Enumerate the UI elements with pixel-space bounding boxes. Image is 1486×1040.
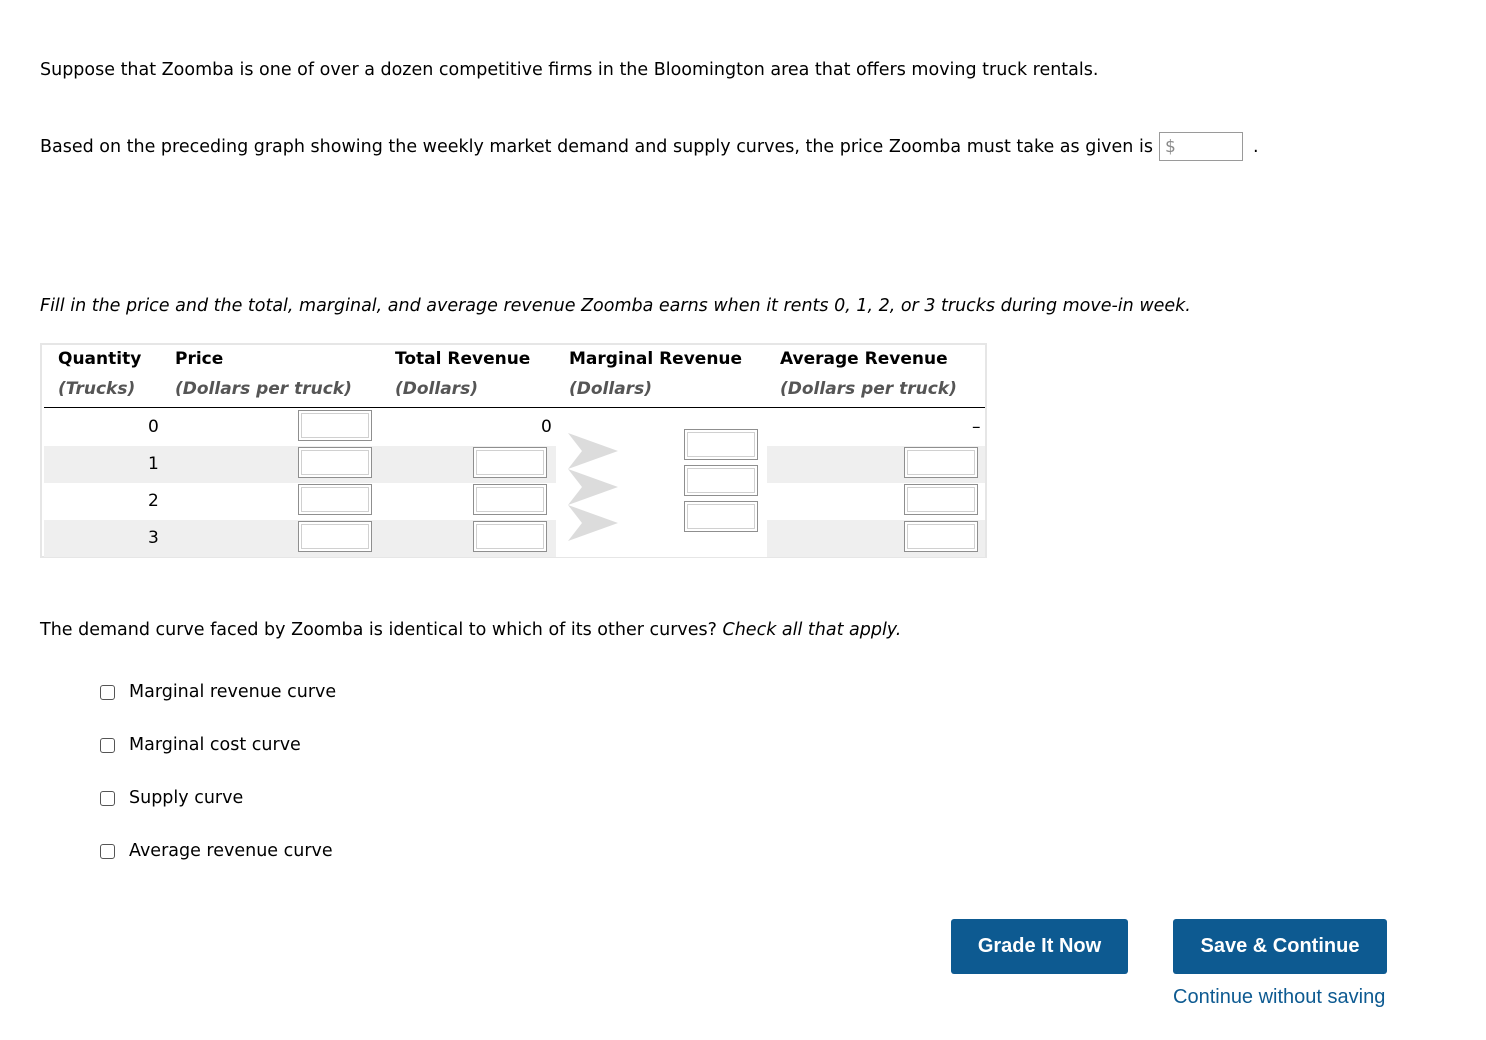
header-divider — [44, 407, 985, 408]
continue-without-saving-link[interactable]: Continue without saving — [1173, 986, 1386, 1008]
header-quantity: Quantity — [58, 349, 142, 369]
price-input[interactable] — [1176, 133, 1240, 160]
quantity-cell: 3 — [148, 528, 159, 548]
marginal-revenue-input-1-2[interactable] — [684, 465, 758, 496]
fill-in-instruction: Fill in the price and the total, marginal, and average revenue Zoomba earns when it rents 0, 1, 2, or 3 trucks during move-in week. — [40, 296, 1191, 316]
checkbox[interactable] — [100, 791, 115, 806]
subheader-marginal-revenue: (Dollars) — [569, 379, 652, 399]
subheader-price: (Dollars per truck) — [175, 379, 352, 399]
price-field[interactable] — [301, 487, 369, 512]
option-average-revenue[interactable] — [100, 841, 333, 861]
chevron-right-icon — [568, 433, 618, 469]
grade-it-now-button[interactable]: Grade It Now — [951, 919, 1128, 974]
subheader-total-revenue: (Dollars) — [395, 379, 478, 399]
total-revenue-input-q1[interactable] — [473, 447, 547, 478]
price-field[interactable] — [301, 413, 369, 438]
table-row — [44, 409, 985, 446]
checkbox[interactable] — [100, 738, 115, 753]
average-revenue-field[interactable] — [907, 524, 975, 549]
header-marginal-revenue: Marginal Revenue — [569, 349, 743, 369]
demand-question-text: The demand curve faced by Zoomba is identical to which of its other curves? — [40, 620, 717, 640]
average-revenue-dash: – — [972, 417, 981, 437]
currency-symbol: $ — [1164, 136, 1176, 157]
marginal-revenue-field[interactable] — [687, 504, 755, 529]
quantity-cell: 2 — [148, 491, 159, 511]
option-label: Marginal cost curve — [129, 735, 301, 755]
price-input-q2[interactable] — [298, 484, 372, 515]
marginal-revenue-field[interactable] — [687, 432, 755, 457]
price-input-box[interactable] — [1159, 132, 1243, 161]
quantity-cell: 0 — [148, 417, 159, 437]
price-input-q0[interactable] — [298, 410, 372, 441]
header-total-revenue: Total Revenue — [395, 349, 531, 369]
average-revenue-field[interactable] — [907, 450, 975, 475]
total-revenue-field[interactable] — [476, 487, 544, 512]
checkbox[interactable] — [100, 844, 115, 859]
total-revenue-zero: 0 — [541, 417, 552, 437]
average-revenue-input-q1[interactable] — [904, 447, 978, 478]
checkbox[interactable] — [100, 685, 115, 700]
chevron-right-icon — [568, 505, 618, 541]
price-field[interactable] — [301, 524, 369, 549]
subheader-quantity: (Trucks) — [58, 379, 136, 399]
marginal-revenue-field[interactable] — [687, 468, 755, 493]
header-price: Price — [175, 349, 224, 369]
revenue-table — [40, 343, 987, 558]
period: . — [1252, 136, 1259, 157]
chevron-right-icon — [568, 469, 618, 505]
demand-question-emphasis: Check all that apply. — [722, 620, 902, 640]
marginal-revenue-input-2-3[interactable] — [684, 501, 758, 532]
price-question-text: Based on the preceding graph showing the weekly market demand and supply curves, the price Zoomba must take as given is — [40, 136, 1153, 157]
header-average-revenue: Average Revenue — [780, 349, 948, 369]
marginal-revenue-input-0-1[interactable] — [684, 429, 758, 460]
subheader-average-revenue: (Dollars per truck) — [780, 379, 957, 399]
option-supply[interactable] — [100, 788, 243, 808]
price-question — [40, 132, 1259, 161]
option-marginal-cost[interactable] — [100, 735, 301, 755]
total-revenue-field[interactable] — [476, 450, 544, 475]
total-revenue-input-q3[interactable] — [473, 521, 547, 552]
average-revenue-input-q3[interactable] — [904, 521, 978, 552]
save-continue-button[interactable]: Save & Continue — [1173, 919, 1387, 974]
total-revenue-field[interactable] — [476, 524, 544, 549]
intro-text: Suppose that Zoomba is one of over a dozen competitive firms in the Bloomington area that offers moving truck rentals. — [40, 60, 1099, 80]
option-label: Supply curve — [129, 788, 244, 808]
average-revenue-input-q2[interactable] — [904, 484, 978, 515]
quantity-cell: 1 — [148, 454, 159, 474]
price-input-q1[interactable] — [298, 447, 372, 478]
price-field[interactable] — [301, 450, 369, 475]
option-marginal-revenue[interactable] — [100, 682, 336, 702]
option-label: Average revenue curve — [129, 841, 333, 861]
average-revenue-field[interactable] — [907, 487, 975, 512]
total-revenue-input-q2[interactable] — [473, 484, 547, 515]
option-label: Marginal revenue curve — [129, 682, 337, 702]
demand-question — [40, 620, 901, 640]
price-input-q3[interactable] — [298, 521, 372, 552]
